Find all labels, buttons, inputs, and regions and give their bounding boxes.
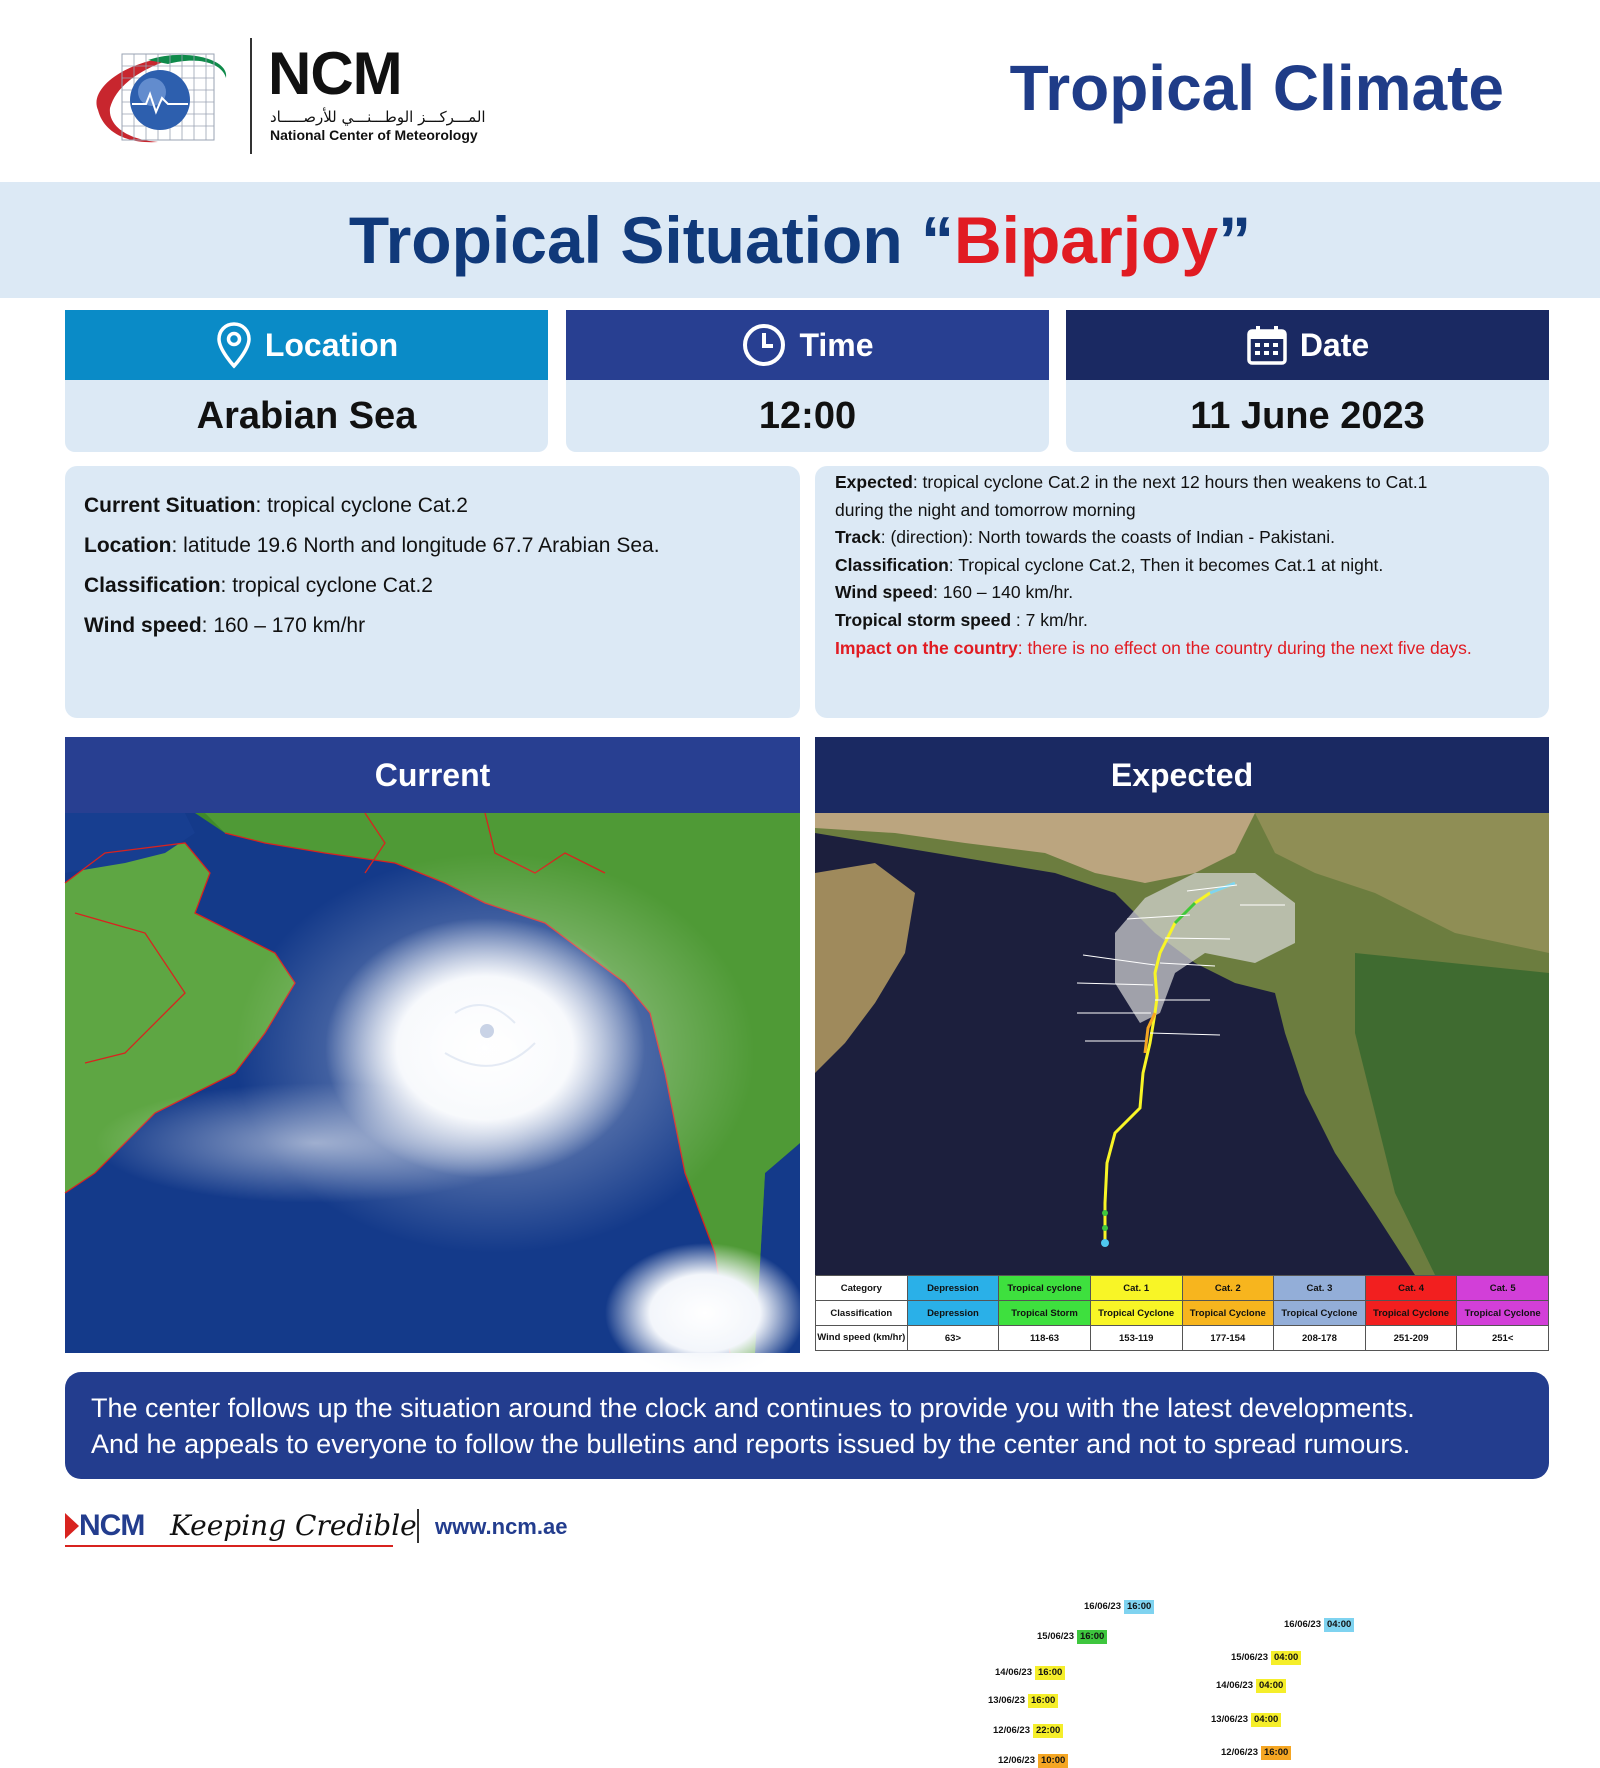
expected-situation-list: [835, 469, 1535, 662]
track-label-14-06-16: 14/06/23 16:00: [992, 1666, 1065, 1680]
storm-name: Biparjoy: [953, 203, 1219, 277]
advisory-note-line-1: The center follows up the situation around the clock and continues to provide you with the latest developments.: [91, 1393, 1415, 1423]
globe-logo-icon: [88, 48, 230, 148]
track-label-16-06-16: 16/06/23 16:00: [1081, 1600, 1154, 1614]
location-value: Arabian Sea: [196, 395, 417, 437]
legend-cell: 118-63: [999, 1326, 1091, 1351]
expected-storm-speed-line: Tropical storm speed : 7 km/hr.: [835, 609, 1088, 630]
legend-cell: Depression: [907, 1276, 999, 1301]
banner-title: [0, 182, 1600, 298]
current-classification-line: Classification: tropical cyclone Cat.2: [84, 574, 433, 597]
date-card-header: [1066, 310, 1549, 380]
legend-row-label: Wind speed (km/hr): [816, 1326, 908, 1351]
track-label-13-06-16: 13/06/23 16:00: [985, 1694, 1058, 1708]
expected-line-continued: during the night and tomorrow morning: [835, 499, 1136, 520]
track-label-13-06-04: 13/06/23 04:00: [1208, 1713, 1281, 1727]
time-card-header: [566, 310, 1049, 380]
legend-cell: Cat. 5: [1457, 1276, 1549, 1301]
legend-category-row: [816, 1276, 1549, 1301]
logo-name: NCM: [268, 40, 402, 107]
expected-wind-speed-line: Wind speed: 160 – 140 km/hr.: [835, 582, 1074, 603]
expected-map-panel: [815, 737, 1549, 1766]
current-wind-speed-line: Wind speed: 160 – 170 km/hr: [84, 614, 366, 637]
current-map-panel: [65, 737, 800, 1353]
advisory-note-line-2: And he appeals to everyone to follow the bulletins and reports issued by the center and not to spread rumours.: [91, 1429, 1411, 1459]
track-label-12-06-16: 12/06/23 16:00: [1218, 1746, 1291, 1760]
footer-brand: NCM: [79, 1509, 145, 1542]
track-label-14-06-04: 14/06/23 04:00: [1213, 1679, 1286, 1693]
current-location-line: Location: latitude 19.6 North and longitude 67.7 Arabian Sea.: [84, 534, 660, 557]
legend-cell: 177-154: [1182, 1326, 1274, 1351]
legend-cell: Cat. 2: [1182, 1276, 1274, 1301]
track-label-16-06-04: 16/06/23 04:00: [1281, 1618, 1354, 1632]
calendar-icon: [1246, 324, 1288, 366]
expected-line: Expected: tropical cyclone Cat.2 in the next 12 hours then weakens to Cat.1: [835, 472, 1428, 492]
expected-map-title: Expected: [815, 737, 1549, 813]
expected-track-line: Track: (direction): North towards the coasts of Indian - Pakistani.: [835, 527, 1335, 548]
date-label: Date: [1299, 326, 1370, 363]
legend-cell: Depression: [907, 1301, 999, 1326]
clock-icon: [741, 322, 787, 368]
title-banner: [0, 182, 1600, 298]
impact-line: Impact on the country: there is no effect on the country during the next five days.: [835, 637, 1472, 658]
footer-slogan: Keeping Credible: [170, 1509, 417, 1542]
current-situation-list: [84, 486, 784, 646]
expected-classification-line: Classification: Tropical cyclone Cat.2, Then it becomes Cat.1 at night.: [835, 554, 1384, 575]
legend-cell: Tropical Cyclone: [1457, 1301, 1549, 1326]
banner-title-suffix: ”: [1218, 203, 1252, 277]
footer-arrow-icon: [65, 1513, 79, 1539]
legend-speed-row: [816, 1326, 1549, 1351]
date-value: 11 June 2023: [1190, 395, 1425, 437]
time-value: 12:00: [758, 395, 857, 437]
track-label-12-06-10: 12/06/23 10:00: [995, 1754, 1068, 1768]
legend-cell: 208-178: [1274, 1326, 1366, 1351]
expected-track-map: [815, 813, 1549, 1275]
expected-situation-panel: [815, 466, 1549, 718]
time-card: [566, 310, 1049, 452]
location-card: [65, 310, 548, 452]
footer-underline: [65, 1545, 393, 1547]
footer: [65, 1505, 765, 1555]
legend-classification-row: [816, 1301, 1549, 1326]
ncm-logo: [88, 38, 488, 154]
legend-cell: 251<: [1457, 1326, 1549, 1351]
advisory-note: [65, 1372, 1549, 1479]
legend-cell: Cat. 3: [1274, 1276, 1366, 1301]
legend-cell: Tropical cyclone: [999, 1276, 1091, 1301]
track-label-12-06-22: 12/06/23 22:00: [990, 1724, 1063, 1738]
legend-row-label: Category: [816, 1276, 908, 1301]
banner-title-prefix: Tropical Situation “: [348, 203, 954, 277]
legend-cell: 63>: [907, 1326, 999, 1351]
footer-website-link[interactable]: www.ncm.ae: [435, 1514, 568, 1539]
map-pin-icon: [215, 321, 253, 369]
legend-cell: Cat. 4: [1365, 1276, 1457, 1301]
time-label: Time: [799, 326, 874, 363]
legend-cell: Cat. 1: [1090, 1276, 1182, 1301]
track-label-15-06-04: 15/06/23 04:00: [1228, 1651, 1301, 1665]
current-situation-line: Current Situation: tropical cyclone Cat.2: [84, 494, 468, 517]
legend-cell: Tropical Storm: [999, 1301, 1091, 1326]
legend-cell: Tropical Cyclone: [1274, 1301, 1366, 1326]
legend-cell: Tropical Cyclone: [1365, 1301, 1457, 1326]
legend-row-label: Classification: [816, 1301, 908, 1326]
current-situation-panel: [65, 466, 800, 718]
category-legend-table: [815, 1275, 1549, 1351]
track-label-15-06-16: 15/06/23 16:00: [1034, 1630, 1107, 1644]
legend-cell: Tropical Cyclone: [1182, 1301, 1274, 1326]
legend-cell: Tropical Cyclone: [1090, 1301, 1182, 1326]
logo-english-text: National Center of Meteorology: [270, 127, 478, 143]
logo-divider: [250, 38, 252, 154]
legend-cell: 251-209: [1365, 1326, 1457, 1351]
location-label: Location: [264, 326, 399, 363]
current-map-title: Current: [65, 737, 800, 813]
footer-divider: [417, 1509, 419, 1543]
advisory-note-text: [91, 1390, 1531, 1462]
legend-cell: 153-119: [1090, 1326, 1182, 1351]
current-satellite-image: [65, 813, 800, 1353]
logo-arabic-text: المـــركـــز الوطـــنـــي للأرصـــــاد: [270, 108, 486, 126]
header-title: Tropical Climate: [1009, 52, 1504, 124]
location-card-header: [65, 310, 548, 380]
date-card: [1066, 310, 1549, 452]
